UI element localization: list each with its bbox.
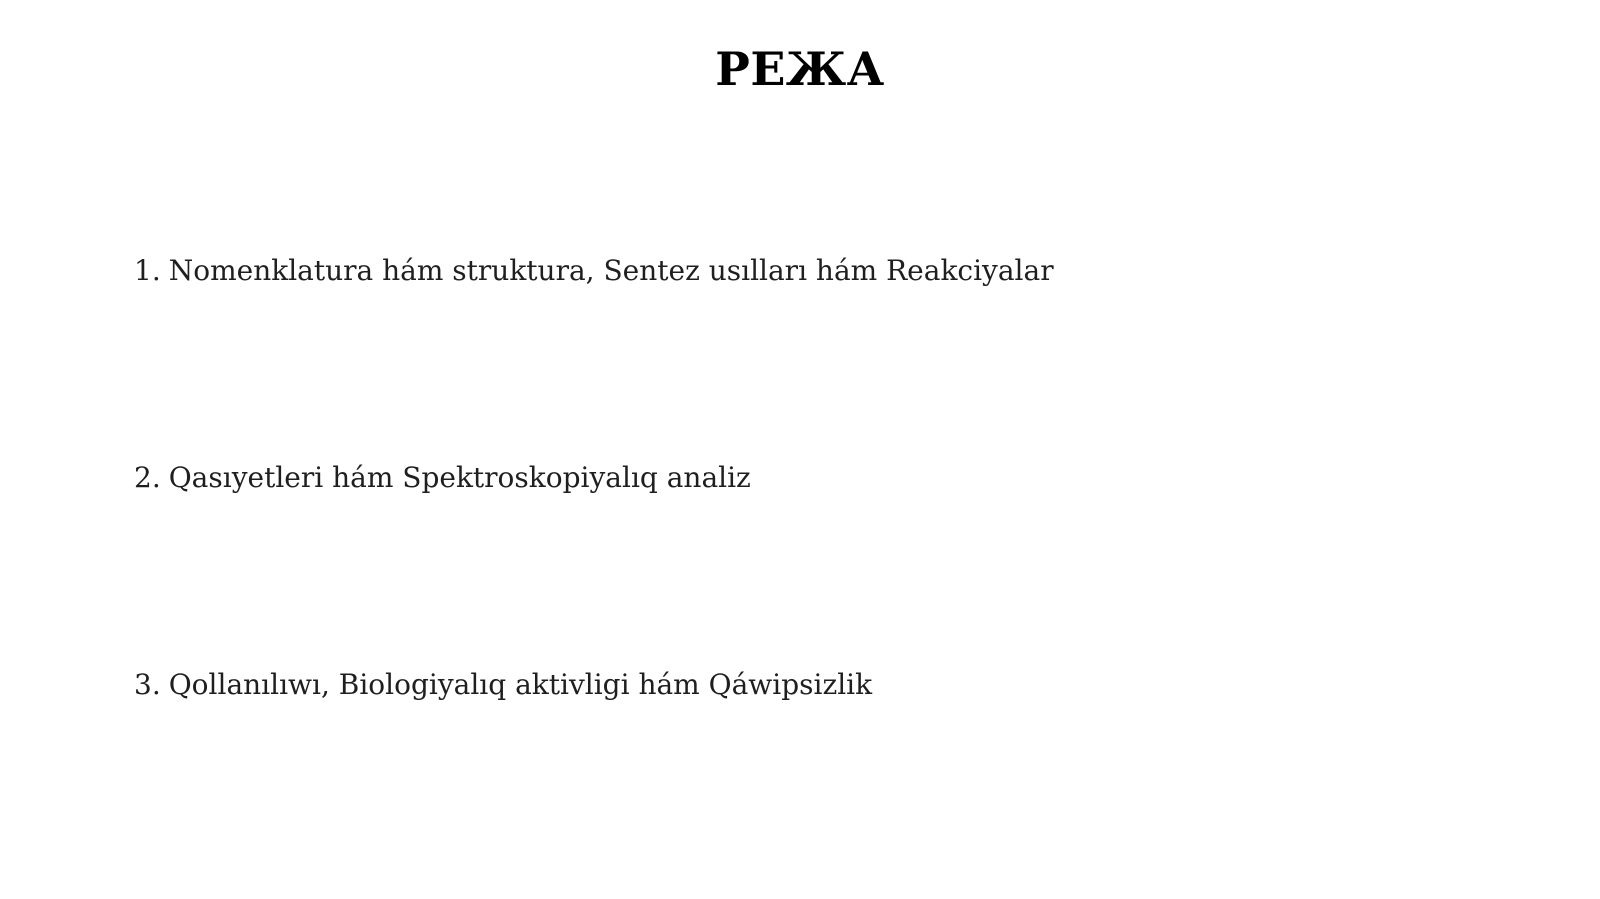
plan-item-number: 3. bbox=[134, 668, 161, 701]
plan-item-3 bbox=[134, 667, 872, 703]
slide-title: РЕЖА bbox=[715, 42, 885, 96]
plan-item-text: Qollanılıwı, Biologiyalıq aktivligi hám Qáwipsizlik bbox=[168, 668, 873, 701]
plan-item-number: 1. bbox=[134, 254, 161, 287]
plan-item-number: 2. bbox=[134, 461, 161, 494]
plan-item-2 bbox=[134, 460, 751, 496]
plan-item-text: Qasıyetleri hám Spektroskopiyalıq analiz bbox=[168, 461, 751, 494]
plan-item-text: Nomenklatura hám struktura, Sentez usılları hám Reakciyalar bbox=[168, 254, 1054, 287]
plan-item-1 bbox=[134, 253, 1054, 289]
